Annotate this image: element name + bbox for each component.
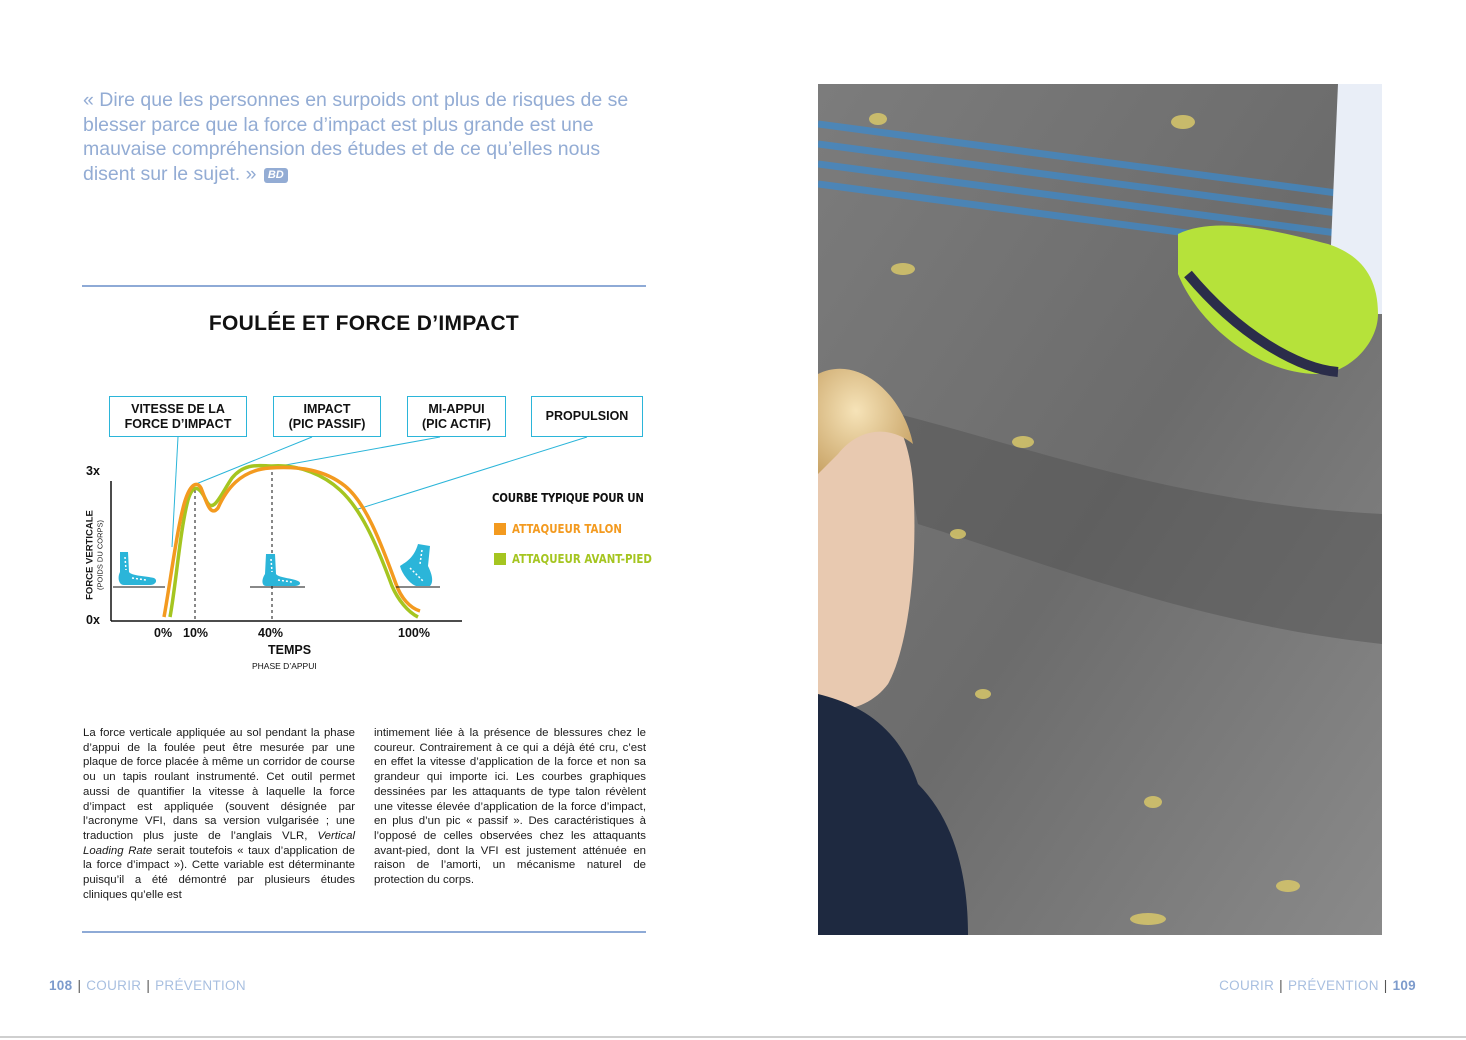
footer-left bbox=[49, 978, 246, 993]
footer-left-sub: PRÉVENTION bbox=[155, 978, 246, 993]
footer-right-divider-2: | bbox=[1383, 978, 1388, 993]
legend-swatch-heel bbox=[494, 523, 506, 535]
callout-impact-line1: IMPACT bbox=[303, 401, 351, 416]
callout-mid-line1: MI-APPUI bbox=[428, 401, 485, 416]
body-col1-part-b: serait toutefois « taux d’application de la force d’impact »). Cette variable est déterminante puisqu’il a été démontré par plusieurs études cliniques qu’elle est bbox=[83, 844, 356, 901]
footer-left-divider-2: | bbox=[146, 978, 151, 993]
foot-icon-heel-strike bbox=[119, 552, 156, 585]
legend-forefoot-label: ATTAQUEUR AVANT-PIED bbox=[512, 551, 652, 566]
y-axis-subtitle: (POIDS DU CORPS) bbox=[95, 519, 105, 591]
footer-right-divider-1: | bbox=[1279, 978, 1283, 993]
x-axis-title: TEMPS bbox=[268, 643, 312, 657]
photo-child-runner bbox=[818, 84, 1382, 935]
curve-heel bbox=[164, 468, 420, 617]
x-tick-40: 40% bbox=[258, 626, 284, 640]
footer-right-sub: PRÉVENTION bbox=[1287, 978, 1379, 993]
photo-illustration bbox=[818, 84, 1382, 935]
foot-icon-propulsion bbox=[400, 544, 432, 586]
callout-propulsion-label: PROPULSION bbox=[545, 409, 629, 423]
leader-line-mid bbox=[280, 437, 440, 466]
body-col1-italic: Vertical Loading Rate bbox=[83, 829, 355, 857]
x-tick-100: 100% bbox=[398, 626, 430, 640]
callout-loading-rate-line2: FORCE D’IMPACT bbox=[124, 416, 232, 431]
author-badge: BD bbox=[264, 168, 288, 183]
body-column-1 bbox=[83, 726, 355, 902]
legend-title: COURBE TYPIQUE POUR UN bbox=[492, 490, 644, 505]
leader-line-impact bbox=[196, 437, 312, 484]
callout-loading-rate-line1: VITESSE DE LA bbox=[131, 401, 225, 416]
x-axis-subtitle: PHASE D’APPUI bbox=[252, 661, 317, 671]
callout-mid-line2: (PIC ACTIF) bbox=[422, 416, 491, 431]
y-axis-title: FORCE VERTICALE bbox=[84, 510, 96, 600]
legend-forefoot bbox=[494, 551, 683, 566]
pull-quote-text: « Dire que les personnes en surpoids ont plus de risques de se blesser parce que la force d’impact est plus grande est une mauvaise compréhension des études et de ce qu’elles nous disent sur le sujet. » bbox=[83, 89, 629, 185]
page-number-right: 109 bbox=[1392, 978, 1416, 993]
body-column-2 bbox=[374, 726, 646, 888]
legend-heel-label: ATTAQUEUR TALON bbox=[512, 521, 622, 536]
page-bottom-edge bbox=[0, 1036, 1466, 1038]
bottom-divider bbox=[82, 931, 646, 933]
y-tick-top: 3x bbox=[86, 464, 100, 478]
foot-icon-mid-stance bbox=[262, 554, 300, 586]
body-col1-part-a: La force verticale appliquée au sol pendant la phase d’appui de la foulée peut être mesurée par une plaque de force placée à même un corridor de course ou un tapis roulant instrumenté. Cet outil permet aussi de quantifier la vitesse à laquelle la force d’impact est appliquée (souvent désignée par l’acronyme VFI, dans sa version vulgarisée ; une traduction plus juste de l’anglais VLR, bbox=[83, 727, 355, 842]
callout-impact-line2: (PIC PASSIF) bbox=[288, 416, 366, 431]
page-number-left: 108 bbox=[49, 978, 73, 993]
body-col2-text: intimement liée à la présence de blessures chez le coureur. Contrairement à ce qui a déjà été cru, c’est en effet la vitesse d’application de la force et non sa grandeur qui importe ici. Les courbes graphiques dessinées par les attaquants de type talon révèlent une vitesse élevée d’application de la force d’impact, en plus d’un pic « passif ». Des caractéristiques à l’opposé de celles observées chez les attaquants avant-pied, dont la VFI est justement atténuée en raison de l’amorti, un mécanisme naturel de protection du corps. bbox=[374, 727, 646, 887]
y-tick-bottom: 0x bbox=[86, 613, 100, 627]
y-axis-label bbox=[80, 510, 110, 600]
footer-left-divider-1: | bbox=[77, 978, 82, 993]
x-tick-10: 10% bbox=[183, 626, 209, 640]
x-tick-0: 0% bbox=[154, 626, 173, 640]
footer-left-section: COURIR bbox=[86, 978, 142, 993]
figure-title: FOULÉE ET FORCE D’IMPACT bbox=[208, 312, 520, 335]
footer-right-section: COURIR bbox=[1219, 978, 1275, 993]
footer-right bbox=[1219, 978, 1416, 993]
legend-swatch-forefoot bbox=[494, 553, 506, 565]
legend-heel bbox=[494, 521, 646, 536]
